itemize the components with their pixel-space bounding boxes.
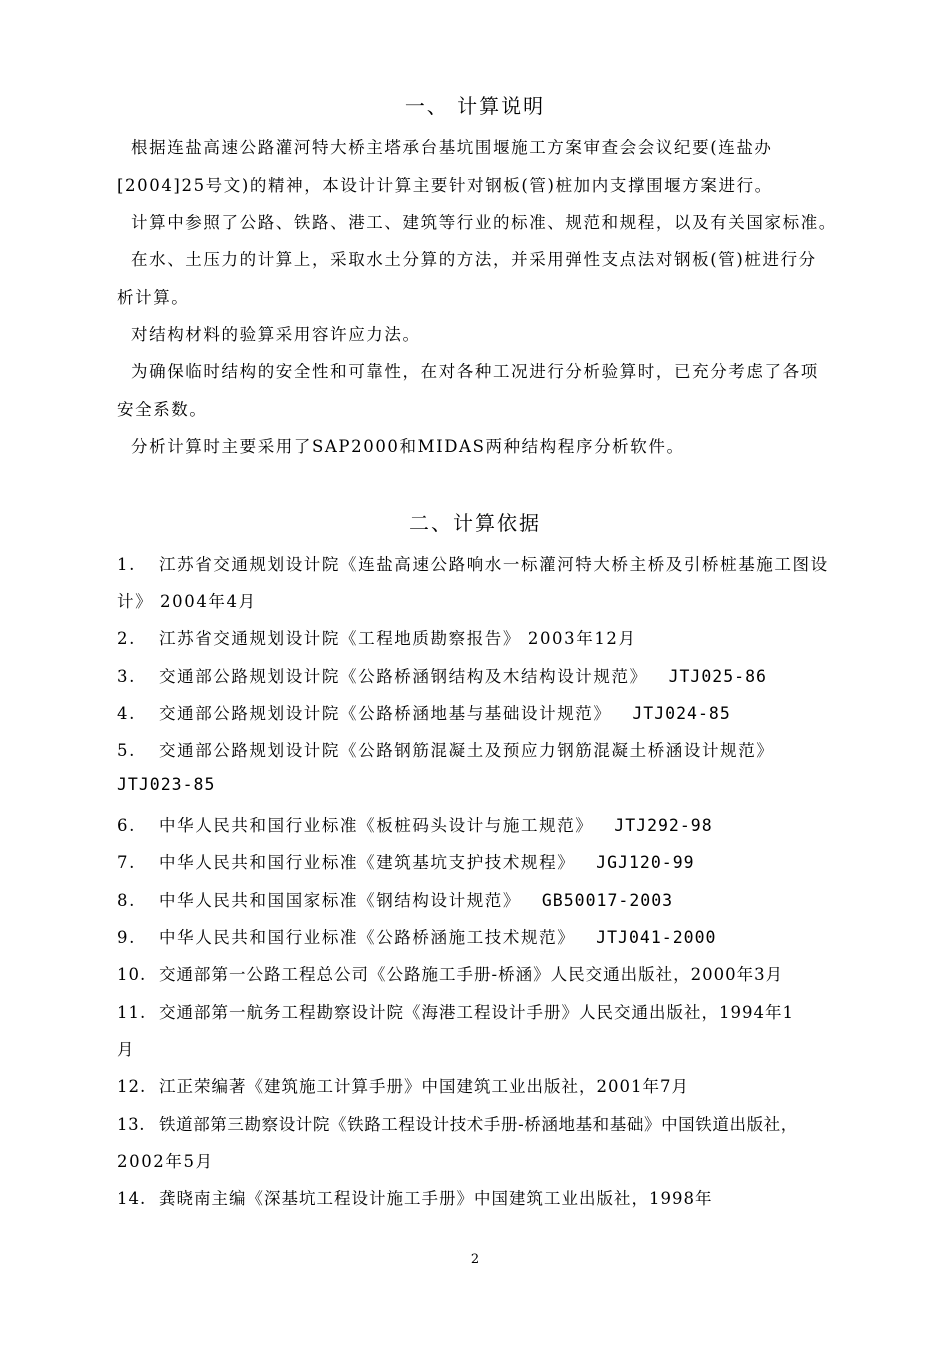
reference-code: JGJ120-99 bbox=[596, 853, 695, 872]
reference-text: 交通部公路规划设计院《公路桥涵地基与基础设计规范》 bbox=[159, 704, 612, 723]
paragraph-6: 分析计算时主要采用了SAP2000和MIDAS两种结构程序分析软件。 bbox=[131, 437, 685, 456]
reference-text: 中华人民共和国行业标准《板桩码头设计与施工规范》 bbox=[159, 816, 594, 835]
reference-number: 6. bbox=[117, 816, 136, 835]
reference-code: JTJ292-98 bbox=[614, 816, 713, 835]
reference-text: 江苏省交通规划设计院《连盐高速公路响水一标灌河特大桥主桥及引桥桩基施工图设 bbox=[159, 555, 829, 574]
reference-text: 江正荣编著《建筑施工计算手册》中国建筑工业出版社，2001年7月 bbox=[159, 1077, 689, 1096]
reference-text: 中华人民共和国行业标准《公路桥涵施工技术规范》 bbox=[159, 928, 576, 947]
reference-item-1-continued: 计》 2004年4月 bbox=[117, 592, 257, 611]
reference-number: 1. bbox=[117, 555, 136, 574]
paragraph-4: 对结构材料的验算采用容许应力法。 bbox=[131, 325, 421, 344]
page-number: 2 bbox=[470, 1252, 480, 1267]
paragraph-5-line-1: 为确保临时结构的安全性和可靠性，在对各种工况进行分析验算时，已充分考虑了各项 bbox=[131, 362, 819, 381]
reference-number: 14. bbox=[117, 1189, 147, 1208]
reference-code: JTJ024-85 bbox=[632, 704, 731, 723]
reference-item-5 bbox=[117, 737, 774, 761]
reference-number: 3. bbox=[117, 667, 136, 686]
paragraph-2: 计算中参照了公路、铁路、港工、建筑等行业的标准、规范和规程，以及有关国家标准。 bbox=[131, 213, 837, 232]
reference-number: 13. bbox=[117, 1115, 146, 1134]
reference-item-4 bbox=[117, 700, 731, 724]
reference-code: GB50017-2003 bbox=[541, 891, 674, 910]
reference-number: 2. bbox=[117, 629, 136, 648]
reference-text: 交通部公路规划设计院《公路桥涵钢结构及木结构设计规范》 bbox=[159, 667, 648, 686]
reference-number: 11. bbox=[117, 1003, 147, 1022]
reference-code: JTJ025-86 bbox=[668, 667, 767, 686]
reference-text: 交通部第一公路工程总公司《公路施工手册-桥涵》人民交通出版社，2000年3月 bbox=[159, 965, 784, 984]
reference-item-13 bbox=[117, 1111, 798, 1135]
reference-number: 8. bbox=[117, 891, 136, 910]
reference-item-3 bbox=[117, 663, 767, 687]
reference-text: 中华人民共和国行业标准《建筑基坑支护技术规程》 bbox=[159, 853, 576, 872]
reference-code: JTJ041-2000 bbox=[596, 928, 717, 947]
paragraph-3-line-1: 在水、土压力的计算上，采取水土分算的方法，并采用弹性支点法对钢板(管)桩进行分 bbox=[131, 250, 817, 269]
reference-item-10 bbox=[117, 961, 783, 985]
reference-text: 交通部公路规划设计院《公路钢筋混凝土及预应力钢筋混凝土桥涵设计规范》 bbox=[159, 741, 775, 760]
paragraph-1-line-2: [2004]25号文)的精神，本设计计算主要针对钢板(管)桩加内支撑围堰方案进行。 bbox=[117, 176, 773, 195]
reference-text: 交通部第一航务工程勘察设计院《海港工程设计手册》人民交通出版社，1994年1 bbox=[159, 1003, 794, 1022]
reference-item-9 bbox=[117, 924, 716, 948]
reference-number: 7. bbox=[117, 853, 136, 872]
reference-number: 4. bbox=[117, 704, 136, 723]
reference-item-14 bbox=[117, 1185, 713, 1209]
reference-item-13-continued: 2002年5月 bbox=[117, 1152, 214, 1171]
reference-text: 江苏省交通规划设计院《工程地质勘察报告》 2003年12月 bbox=[159, 629, 637, 648]
reference-number: 5. bbox=[117, 741, 136, 760]
reference-text: 中华人民共和国国家标准《钢结构设计规范》 bbox=[159, 891, 521, 910]
reference-item-7 bbox=[117, 849, 695, 873]
reference-number: 10. bbox=[117, 965, 147, 984]
reference-item-8 bbox=[117, 887, 673, 911]
reference-number: 9. bbox=[117, 928, 136, 947]
reference-item-5-continued: JTJ023-85 bbox=[117, 775, 216, 794]
reference-item-2 bbox=[117, 625, 637, 649]
section-2-title: 二、计算依据 bbox=[409, 511, 541, 535]
reference-item-11-continued: 月 bbox=[117, 1040, 136, 1059]
section-1-title: 一、 计算说明 bbox=[404, 94, 546, 118]
reference-item-6 bbox=[117, 812, 713, 836]
reference-number: 12. bbox=[117, 1077, 147, 1096]
paragraph-5-line-2: 安全系数。 bbox=[117, 400, 208, 419]
paragraph-3-line-2: 析计算。 bbox=[117, 288, 190, 307]
paragraph-1-line-1: 根据连盐高速公路灌河特大桥主塔承台基坑围堰施工方案审查会会议纪要(连盐办 bbox=[131, 138, 773, 157]
reference-item-12 bbox=[117, 1073, 689, 1097]
reference-text: 铁道部第三勘察设计院《铁路工程设计技术手册-桥涵地基和基础》中国铁道出版社， bbox=[159, 1115, 798, 1134]
reference-text: 龚晓南主编《深基坑工程设计施工手册》中国建筑工业出版社，1998年 bbox=[159, 1189, 713, 1208]
reference-item-11 bbox=[117, 999, 794, 1023]
reference-item-1 bbox=[117, 551, 829, 575]
